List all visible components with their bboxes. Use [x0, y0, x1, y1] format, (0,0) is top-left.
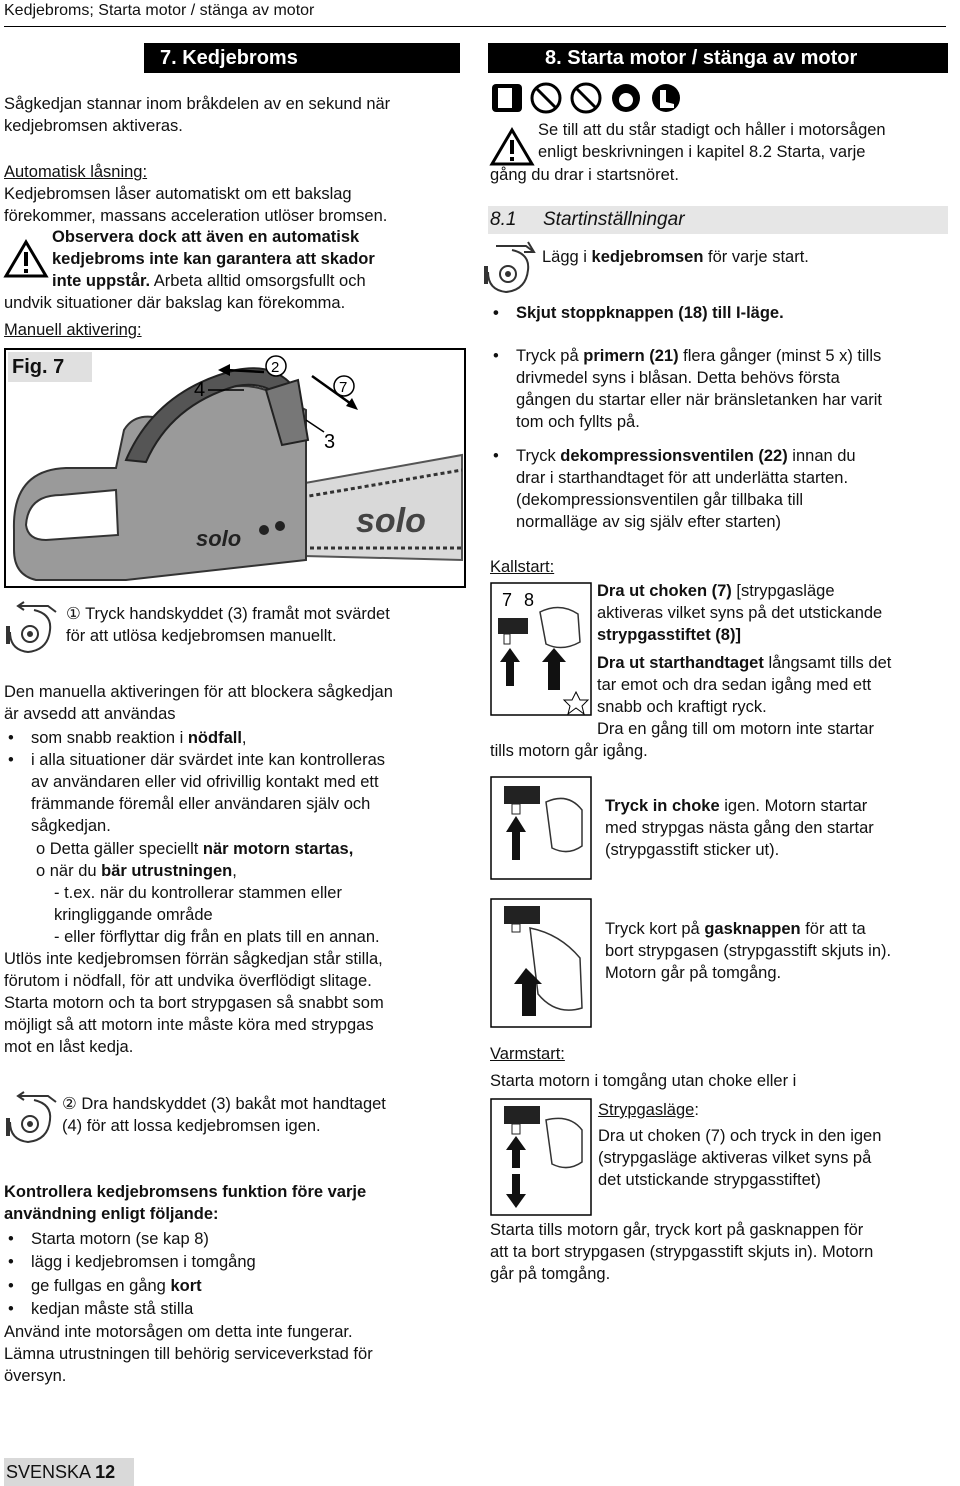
- decomp-line-4: normalläge av sig själv efter starten): [516, 513, 782, 531]
- footer-language: SVENSKA: [6, 1462, 91, 1482]
- warn-rest-1: Arbeta alltid omsorgsfullt och: [153, 272, 366, 290]
- boot-icon: [652, 84, 680, 112]
- manual-hand-icon-2: [4, 1088, 60, 1148]
- decomp-line-2: drar i starthandtaget för att underlätta starten.: [516, 469, 849, 487]
- throttle-line-3: Motorn går på tomgång.: [605, 964, 782, 982]
- warm-choke-text-3: det utstickande strypgasstiftet): [598, 1171, 821, 1189]
- check-item-4: • kedjan måste stå stilla: [31, 1298, 193, 1320]
- callout-3: 3: [324, 431, 336, 453]
- release-text-1: Utlös inte kedjebromsen förrän sågkedjan står stilla,: [4, 950, 383, 968]
- release-text-5: mot en låst kedja.: [4, 1038, 134, 1056]
- check-tail-1: Använd inte motorsågen om detta inte fungerar.: [4, 1323, 353, 1341]
- subsection-title: Startinställningar: [543, 209, 685, 230]
- primer-line-4: tom och fyllts på.: [516, 413, 640, 431]
- intro-line-2: kedjebromsen aktiveras.: [4, 117, 183, 135]
- cold-start-heading: Kallstart:: [490, 558, 555, 576]
- check-item-1: • Starta motorn (se kap 8): [31, 1228, 209, 1250]
- subsection-bar: [488, 206, 948, 234]
- cold-pull-line-2: tar emot och dra sedan igång med ett: [597, 676, 872, 694]
- warm-choke-text-1: Dra ut choken (7) och tryck in den igen: [598, 1127, 882, 1145]
- list1-item-2-line-1: • i alla situationer där svärdet inte kan kontrolleras: [31, 749, 385, 771]
- sub-item-2: o när du bär utrustningen,: [36, 862, 237, 880]
- release-text-3: Starta motorn och ta bort strypgasen så snabbt som: [4, 994, 384, 1012]
- stop-item: • Skjut stoppknappen (18) till I-läge.: [516, 302, 784, 324]
- header-rule: [4, 26, 946, 27]
- list1-item-2-line-2: av användaren eller vid ofrivillig kontakt med ett: [31, 773, 379, 791]
- manual-heading: Manuell aktivering:: [4, 321, 142, 339]
- manual-hand-icon: [4, 600, 60, 658]
- warm-start-text: Starta motorn i tomgång utan choke eller i: [490, 1072, 797, 1090]
- safety-text-3: gång du drar i startsnöret.: [490, 166, 679, 184]
- figure-7-label: Fig. 7: [8, 352, 92, 382]
- primer-line-3: gången du startar eller när bränsletanken har varit: [516, 391, 882, 409]
- auto-text-1: Kedjebromsen låser automatiskt om ett bakslag: [4, 185, 352, 203]
- sub-item-3-line-3: - eller förflyttar dig från en plats till en annan.: [54, 928, 380, 946]
- auto-text-2: förekommer, massans acceleration utlöser bromsen.: [4, 207, 388, 225]
- check-heading-1: Kontrollera kedjebromsens funktion före varje: [4, 1183, 367, 1201]
- body-brand-text: solo: [196, 526, 242, 551]
- decomp-line-1: • Tryck dekompressionsventilen (22) innan du: [516, 445, 856, 467]
- left-section-bar: [4, 43, 460, 73]
- check-tail-3: översyn.: [4, 1367, 67, 1385]
- no-fire-icon: [572, 84, 600, 112]
- check-tail-2: Lämna utrustningen till behörig serviceverkstad för: [4, 1345, 373, 1363]
- sub-item-1: o Detta gäller speciellt när motorn startas,: [36, 840, 354, 858]
- warn-bold-2: kedjebroms inte kan garantera att skador: [52, 250, 375, 268]
- warm-tail-2: att ta bort strypgasen (strypgasstift skjuts in). Motorn: [490, 1243, 874, 1261]
- manual-text-1: Den manuella aktiveringen för att blockera sågkedjan: [4, 683, 393, 701]
- subsection-number: 8.1: [490, 209, 517, 230]
- choke-pull-figure: [490, 582, 592, 716]
- safety-text-1: Se till att du står stadigt och håller i motorsågen: [538, 121, 886, 139]
- choke-in-line-1: Tryck in choke igen. Motorn startar: [605, 797, 868, 815]
- primer-line-2: drivmedel syns i blåsan. Detta behövs första: [516, 369, 840, 387]
- cold-choke-line-1: Dra ut choken (7) [strypgasläge: [597, 582, 835, 600]
- manual-text-2: är avsedd att användas: [4, 705, 176, 723]
- footer-page-number: 12: [95, 1462, 116, 1482]
- throttle-line-2: bort strypgasen (strypgasstift skjuts in).: [605, 942, 892, 960]
- right-section-title: 8. Starta motor / stänga av motor: [488, 43, 948, 73]
- safety-text-2: enligt beskrivningen i kapitel 8.2 Starta, varje: [538, 143, 866, 161]
- throttle-figure: [490, 898, 592, 1028]
- warm-tail-1: Starta tills motorn går, tryck kort på gasknappen för: [490, 1221, 864, 1239]
- choke-in-line-2: med strypgas nästa gång den startar: [605, 819, 874, 837]
- step1-line-1: ① Tryck handskyddet (3) framåt mot svärdet: [66, 605, 390, 623]
- cold-pull-line-3: snabb och kraftigt ryck.: [597, 698, 767, 716]
- throttle-line-1: Tryck kort på gasknappen för att ta: [605, 920, 866, 938]
- warn-bold-3: inte uppstår.: [52, 272, 151, 290]
- intro-line-1: Sågkedjan stannar inom bråkdelen av en sekund när: [4, 95, 391, 113]
- step2-line-1: ② Dra handskyddet (3) bakåt mot handtaget: [62, 1095, 386, 1113]
- cold-choke-line-3: strypgasstiftet (8)]: [597, 626, 741, 644]
- callout-4: 4: [194, 379, 206, 401]
- warning-triangle-icon: [4, 240, 48, 278]
- release-text-2: förutom i nödfall, för att undvika överflödigt slitage.: [4, 972, 372, 990]
- auto-heading: Automatisk låsning:: [4, 163, 148, 181]
- chain-brake-icon: [482, 240, 538, 298]
- running-title: Kedjebroms; Starta motor / stänga av motor: [4, 2, 315, 19]
- release-text-4: möjligt så att motorn inte måste köra med strypgas: [4, 1016, 374, 1034]
- cold-fig-label-8: 8: [524, 590, 535, 610]
- callout-2: 2: [271, 359, 280, 376]
- warm-choke-text-2: (strypgasläge aktiveras vilket syns på: [598, 1149, 872, 1167]
- list1-item-2-line-4: sågkedjan.: [31, 817, 111, 835]
- warm-choke-figure: [490, 1098, 592, 1216]
- primer-line-1: • Tryck på primern (21) flera gånger (minst 5 x) tills: [516, 345, 881, 367]
- cold-choke-line-2: aktiveras vilket syns på det utstickande: [597, 604, 883, 622]
- chainsaw-figure: [6, 350, 462, 584]
- cold-fig-label-7: 7: [502, 590, 513, 610]
- warning-triangle-icon-2: [490, 128, 534, 166]
- choke-in-figure: [490, 776, 592, 880]
- list1-item-1: • som snabb reaktion i nödfall,: [31, 727, 247, 749]
- footer-page-label: [4, 1458, 134, 1486]
- cold-pull-line-5: tills motorn går igång.: [490, 742, 648, 760]
- bar-brand-text: solo: [356, 502, 426, 540]
- check-heading-2: användning enligt följande:: [4, 1205, 219, 1223]
- decomp-line-3: (dekompressionsventilen går tillbaka till: [516, 491, 804, 509]
- helmet-icon: [612, 84, 640, 112]
- cold-pull-line-4: Dra en gång till om motorn inte startar: [597, 720, 874, 738]
- check-item-3: • ge fullgas en gång kort: [31, 1275, 202, 1297]
- sub-item-3-line-1: - t.ex. när du kontrollerar stammen eller: [54, 884, 342, 902]
- cold-pull-line-1: Dra ut starthandtaget långsamt tills det: [597, 654, 892, 672]
- warm-tail-3: går på tomgång.: [490, 1265, 611, 1283]
- warn-bold-1: Observera dock att även en automatisk: [52, 228, 360, 246]
- step2-line-2: (4) för att lossa kedjebromsen igen.: [62, 1117, 321, 1135]
- choke-in-line-3: (strypgasstift sticker ut).: [605, 841, 780, 859]
- warn-rest-2: undvik situationer där bakslag kan förekomma.: [4, 294, 346, 312]
- check-item-2: • lägg i kedjebromsen i tomgång: [31, 1251, 256, 1273]
- ppe-icons: [490, 82, 686, 114]
- sub-item-3-line-2: kringliggande område: [54, 906, 213, 924]
- list1-item-2-line-3: främmande föremål eller användaren själv och: [31, 795, 371, 813]
- no-smoking-icon: [532, 84, 560, 112]
- callout-7: 7: [339, 379, 348, 396]
- left-section-title: 7. Kedjebroms: [160, 47, 298, 69]
- brake-line: Lägg i kedjebromsen för varje start.: [542, 248, 809, 266]
- manual-icon: [492, 84, 522, 112]
- warm-choke-label: Strypgasläge:: [598, 1101, 699, 1119]
- warm-start-heading: Varmstart:: [490, 1045, 565, 1063]
- step1-line-2: för att utlösa kedjebromsen manuellt.: [66, 627, 337, 645]
